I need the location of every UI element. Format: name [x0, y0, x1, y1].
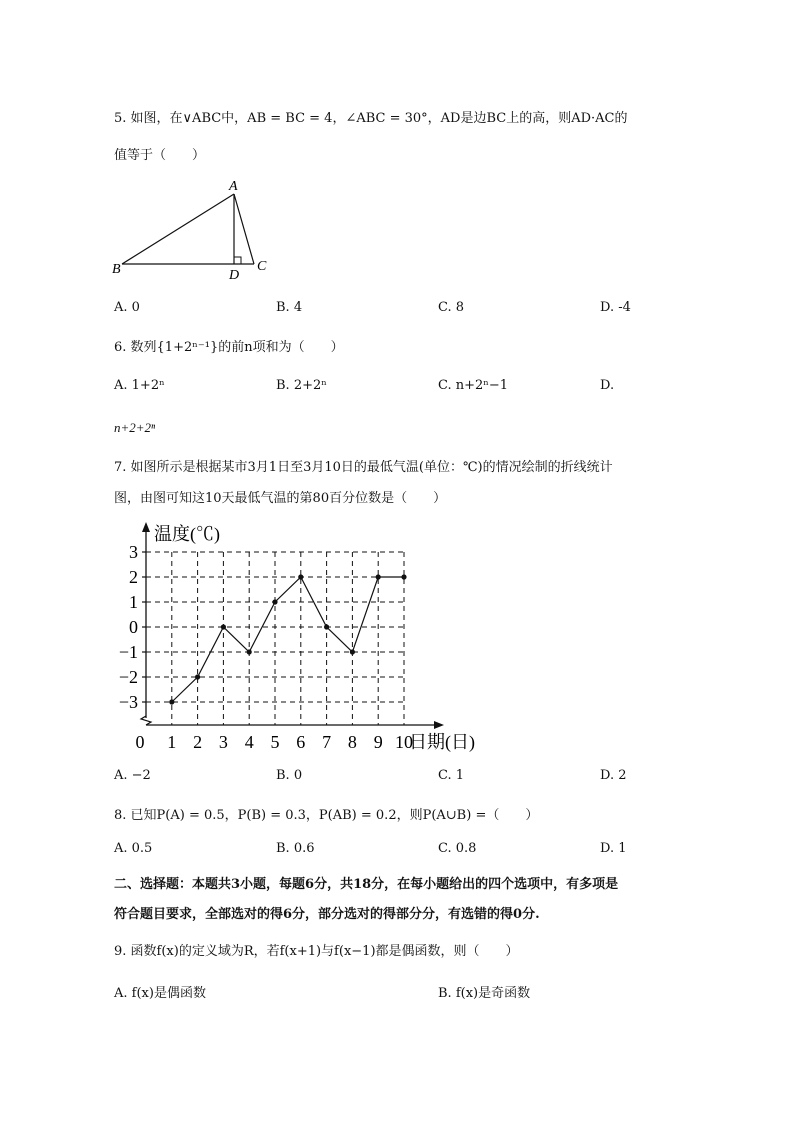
q7-stem-line2: 图，由图可知这10天最低气温的第80百分位数是（ ） [114, 491, 447, 506]
q6-option-b: B. 2+2ⁿ [276, 378, 327, 393]
data-point [401, 574, 406, 579]
y-tick-label: 1 [129, 592, 138, 612]
x-tick-label: 3 [218, 732, 228, 752]
q9-option-a: A. f(x)是偶函数 [114, 986, 206, 1001]
q9-stem: 9. 函数f(x)的定义域为R，若f(x+1)与f(x−1)都是偶函数，则（ ） [114, 944, 519, 959]
y-tick-label: 0 [129, 617, 138, 637]
q6-option-d: D. [600, 378, 615, 393]
x-tick-label: 8 [347, 732, 357, 752]
q6-option-c: C. n+2ⁿ−1 [438, 378, 509, 393]
q8-stem: 8. 已知P(A) = 0.5，P(B) = 0.3，P(AB) = 0.2，则P(A∪B) =（ ） [114, 808, 539, 823]
q8-option-a: A. 0.5 [114, 841, 153, 856]
q7-option-b: B. 0 [276, 768, 303, 783]
temperature-line-chart [110, 518, 490, 762]
x-tick-label: 9 [373, 732, 383, 752]
y-tick-label: 3 [129, 542, 138, 562]
triangle-figure [110, 172, 280, 284]
label-c: C [257, 259, 267, 274]
series-line [172, 577, 404, 702]
data-point [272, 599, 277, 604]
data-point [247, 649, 252, 654]
data-point [169, 699, 174, 704]
label-a: A [229, 179, 238, 194]
side-ab [122, 194, 234, 264]
data-point [298, 574, 303, 579]
section2-heading-line1: 二、选择题：本题共3小题，每题6分，共18分，在每小题给出的四个选项中，有多项是 [114, 877, 619, 892]
q9-option-b: B. f(x)是奇函数 [438, 986, 531, 1001]
x-tick-label: 2 [193, 732, 203, 752]
label-b: B [112, 262, 121, 277]
q5-option-c: C. 8 [438, 300, 465, 315]
y-tick-label: −3 [118, 692, 138, 712]
x-tick-label: 0 [135, 732, 145, 752]
data-point [376, 574, 381, 579]
label-d: D [229, 268, 240, 283]
q7-option-d: D. 2 [600, 768, 627, 783]
x-tick-label: 1 [167, 732, 177, 752]
q6-stem: 6. 数列{1+2ⁿ⁻¹}的前n项和为（ ） [114, 340, 344, 355]
data-point [324, 624, 329, 629]
data-point [221, 624, 226, 629]
q5-option-d: D. -4 [600, 300, 631, 315]
q7-option-a: A. −2 [114, 768, 151, 783]
x-axis-arrow [434, 721, 444, 729]
q8-option-b: B. 0.6 [276, 841, 315, 856]
q7-stem-line1: 7. 如图所示是根据某市3月1日至3月10日的最低气温(单位：℃)的情况绘制的折线统计 [114, 460, 613, 475]
x-tick-label: 10 [395, 732, 413, 752]
q8-option-c: C. 0.8 [438, 841, 477, 856]
q7-option-c: C. 1 [438, 768, 465, 783]
x-axis-label: 日期(日) [409, 732, 475, 752]
x-tick-label: 6 [296, 732, 306, 752]
q6-option-a: A. 1+2ⁿ [114, 378, 165, 393]
data-point [195, 674, 200, 679]
q5-stem-line2: 值等于（ ） [114, 148, 206, 163]
q8-option-d: D. 1 [600, 841, 627, 856]
q5-option-a: A. 0 [114, 300, 140, 315]
data-point [350, 649, 355, 654]
side-ac [234, 194, 254, 264]
q5-option-b: B. 4 [276, 300, 303, 315]
x-tick-label: 4 [244, 732, 254, 752]
y-axis-label: 温度(℃) [154, 524, 220, 544]
y-tick-label: 2 [129, 567, 138, 587]
x-tick-label: 7 [322, 732, 332, 752]
q5-stem-line1: 5. 如图，在∨ABC中，AB = BC = 4，∠ABC = 30°，AD是边BC上的高，则AD·AC的 [114, 111, 628, 126]
section2-heading-line2: 符合题目要求，全部选对的得6分，部分选对的得部分分，有选错的得0分. [114, 907, 540, 922]
y-tick-label: −1 [118, 642, 138, 662]
x-tick-label: 5 [270, 732, 280, 752]
y-tick-label: −2 [118, 667, 138, 687]
q6-option-d-value: n+2+2ⁿ [114, 420, 156, 435]
y-axis-arrow [142, 522, 150, 532]
right-angle-mark [234, 257, 241, 264]
